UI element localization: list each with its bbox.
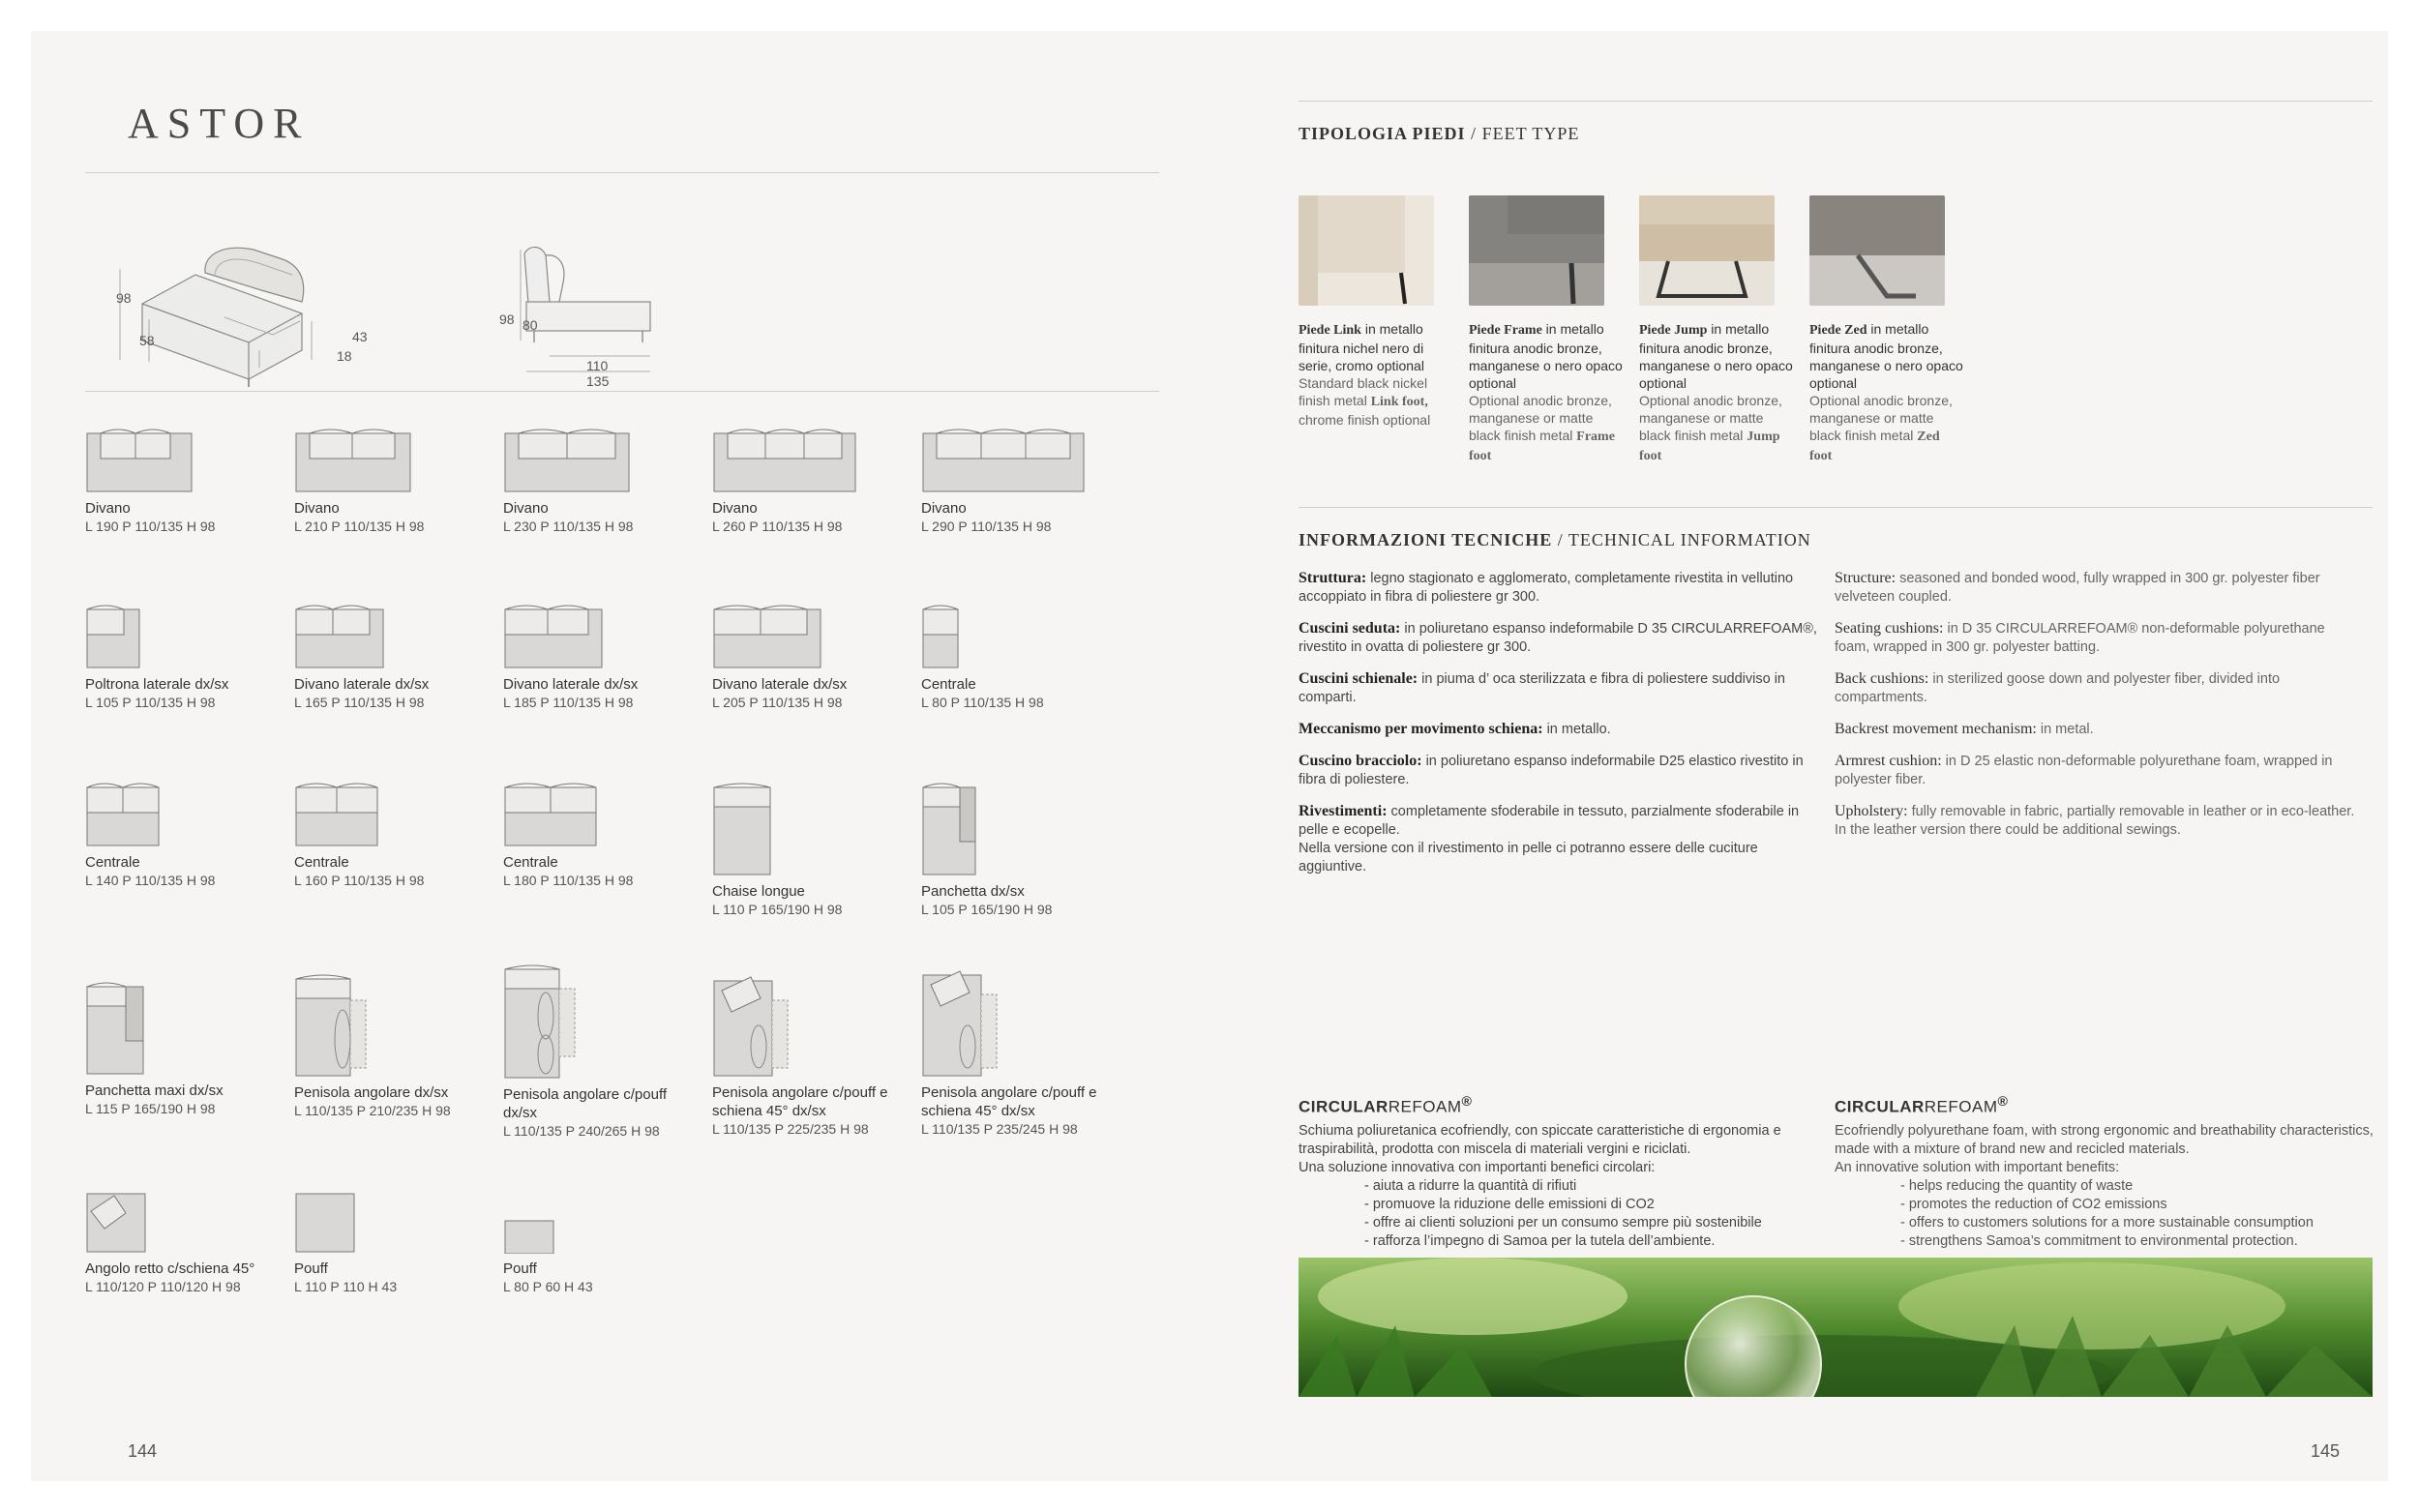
nature-bubble-photo: [1299, 1258, 2373, 1397]
element-panchetta-maxi[interactable]: Panchetta maxi dx/sx L 115 P 165/190 H 98: [85, 979, 279, 1118]
circular-refoam-logo-en: CIRCULARREFOAM®: [1835, 1094, 2009, 1116]
element-panchetta[interactable]: Panchetta dx/sx L 105 P 165/190 H 98: [921, 780, 1115, 919]
foot-frame-photo: [1469, 195, 1604, 306]
element-divano-260[interactable]: Divano L 260 P 110/135 H 98: [712, 426, 906, 536]
tech-top-divider: [1299, 507, 2373, 508]
element-centrale-160[interactable]: Centrale L 160 P 110/135 H 98: [294, 780, 488, 890]
foot-zed-photo: [1809, 195, 1945, 306]
feet-top-divider: [1299, 101, 2373, 102]
circular-refoam-italian: CIRCULARREFOAM® Schiuma poliuretanica ecofriendly, con spiccate caratteristiche di ergonomia e traspirabilità, prodotta con miscela di materiali vergini e riciclati. Una soluzione innovativa con importanti benefici circolari: - aiuta a ridurre la quantità di rifiuti - promuove la riduzione delle emissioni di CO2 - offre ai clienti soluzioni per un consumo sempre più sostenibile - rafforza l’impegno di Samoa per la tutela dell’ambiente.: [1299, 1093, 1840, 1251]
foot-type-frame[interactable]: Piede Frame in metallo finitura anodic bronze, manganese o nero opaco optional Optional anodic bronze, manganese or matte black finish metal Frame foot: [1469, 195, 1624, 465]
dim-seat-height: 58: [139, 333, 155, 348]
feet-heading: TIPOLOGIA PIEDI / FEET TYPE: [1299, 124, 1580, 143]
dim-side-seat: 80: [523, 317, 538, 333]
element-divano-laterale-185[interactable]: Divano laterale dx/sx L 185 P 110/135 H 98: [503, 602, 697, 712]
dim-side-height: 98: [499, 311, 515, 327]
element-divano-230[interactable]: Divano L 230 P 110/135 H 98: [503, 426, 697, 536]
circular-refoam-english: CIRCULARREFOAM® Ecofriendly polyurethane foam, with strong ergonomic and breathability characteristics, made with a mixture of brand new and recicled materials. An innovative solution with important benefits: - helps reducing the quantity of waste - promotes the reduction of CO2 emissions - offers to customers solutions for a more sustainable consumption - strengthens Samoa’s commitment to environmental protection.: [1835, 1093, 2376, 1251]
foot-type-link[interactable]: Piede Link in metallo finitura nichel nero di serie, cromo optional Standard black nickel finish metal Link foot, chrome finish optional: [1299, 195, 1453, 429]
element-centrale-180[interactable]: Centrale L 180 P 110/135 H 98: [503, 780, 697, 890]
dim-leg: 18: [337, 348, 352, 364]
foot-type-zed[interactable]: Piede Zed in metallo finitura anodic bronze, manganese o nero opaco optional Optional anodic bronze, manganese or matte black finish metal Zed foot: [1809, 195, 1964, 465]
page-number-left: 144: [128, 1441, 158, 1461]
product-title: ASTOR: [128, 100, 311, 147]
element-penisola-angolare[interactable]: Penisola angolare dx/sx L 110/135 P 210/235 H 98: [294, 971, 488, 1120]
element-divano-laterale-205[interactable]: Divano laterale dx/sx L 205 P 110/135 H 98: [712, 602, 906, 712]
tech-heading: INFORMAZIONI TECNICHE / TECHNICAL INFORMATION: [1299, 530, 1811, 549]
page-number-right: 145: [2311, 1441, 2341, 1461]
element-divano-210[interactable]: Divano L 210 P 110/135 H 98: [294, 426, 488, 536]
dim-depth-max: 135: [586, 373, 610, 389]
foot-type-jump[interactable]: Piede Jump in metallo finitura anodic bronze, manganese o nero opaco optional Optional anodic bronze, manganese or matte black finish metal Jump foot: [1639, 195, 1794, 465]
element-chaise-longue[interactable]: Chaise longue L 110 P 165/190 H 98: [712, 780, 906, 919]
catalog-spread: [31, 31, 2388, 1481]
element-poltrona-laterale[interactable]: Poltrona laterale dx/sx L 105 P 110/135 H 98: [85, 602, 279, 712]
element-centrale-140[interactable]: Centrale L 140 P 110/135 H 98: [85, 780, 279, 890]
tech-info-english: Structure: seasoned and bonded wood, fully wrapped in 300 gr. polyester fiber velveteen coupled. Seating cushions: in D 35 CIRCULARREFOAM® non-deformable polyurethane foam, wrapped in 300 gr. polyester batting. Back cushions: in sterilized goose down and polyester fiber, divided into compartments. Backrest movement mechanism: in metal. Armrest cushion: in D 25 elastic non-deformable polyurethane foam, wrapped in polyester fiber. Upholstery: fully removable in fabric, partially removable in leather or in eco-leather. In the leather version there could be additional sewings.: [1835, 570, 2355, 838]
element-penisola-angolare-pouff[interactable]: Penisola angolare c/pouff dx/sx L 110/135 P 240/265 H 98: [503, 962, 697, 1141]
element-centrale-80[interactable]: Centrale L 80 P 110/135 H 98: [921, 602, 1115, 712]
element-divano-laterale-165[interactable]: Divano laterale dx/sx L 165 P 110/135 H 98: [294, 602, 488, 712]
element-penisola-pouff-45-b[interactable]: Penisola angolare c/pouff e schiena 45° dx/sx L 110/135 P 235/245 H 98: [921, 965, 1115, 1139]
element-pouff-80[interactable]: Pouff L 80 P 60 H 43: [503, 1219, 697, 1296]
element-divano-290[interactable]: Divano L 290 P 110/135 H 98: [921, 426, 1115, 536]
dim-arm-height: 43: [352, 329, 368, 344]
element-pouff-110[interactable]: Pouff L 110 P 110 H 43: [294, 1192, 488, 1296]
dim-height: 98: [116, 290, 132, 306]
circular-refoam-logo: CIRCULARREFOAM®: [1299, 1094, 1473, 1116]
diagram-divider: [85, 391, 1159, 392]
element-penisola-pouff-45-a[interactable]: Penisola angolare c/pouff e schiena 45° dx/sx L 110/135 P 225/235 H 98: [712, 971, 906, 1139]
foot-link-photo: [1299, 195, 1434, 306]
tech-info-italian: Struttura: legno stagionato e agglomerato, completamente rivestita in vellutino accoppiato in fibra di poliestere gr 300. Cuscini seduta: in poliuretano espanso indeformabile D 35 CIRCULARREFOAM®, rivestito in ovatta di poliestere gr 300. Cuscini schienale: in piuma d’ oca sterilizzata e fibra di poliestere suddiviso in comparti. Meccanismo per movimento schiena: in metallo. Cuscino bracciolo: in poliuretano espanso indeformabile D25 elastico rivestito in fibra di poliestere. Rivestimenti: completamente sfoderabile in tessuto, parzialmente sfoderabile in pelle e ecopelle. Nella versione con il rivestimento in pelle ci potranno essere delle cuciture aggiuntive.: [1299, 570, 1817, 875]
title-divider: [85, 172, 1159, 173]
side-diagram: [486, 234, 679, 389]
element-divano-190[interactable]: Divano L 190 P 110/135 H 98: [85, 426, 279, 536]
element-angolo-retto[interactable]: Angolo retto c/schiena 45° L 110/120 P 110/120 H 98: [85, 1192, 279, 1296]
foot-jump-photo: [1639, 195, 1775, 306]
perspective-diagram: [79, 215, 399, 389]
dim-depth-min: 110: [586, 358, 609, 373]
